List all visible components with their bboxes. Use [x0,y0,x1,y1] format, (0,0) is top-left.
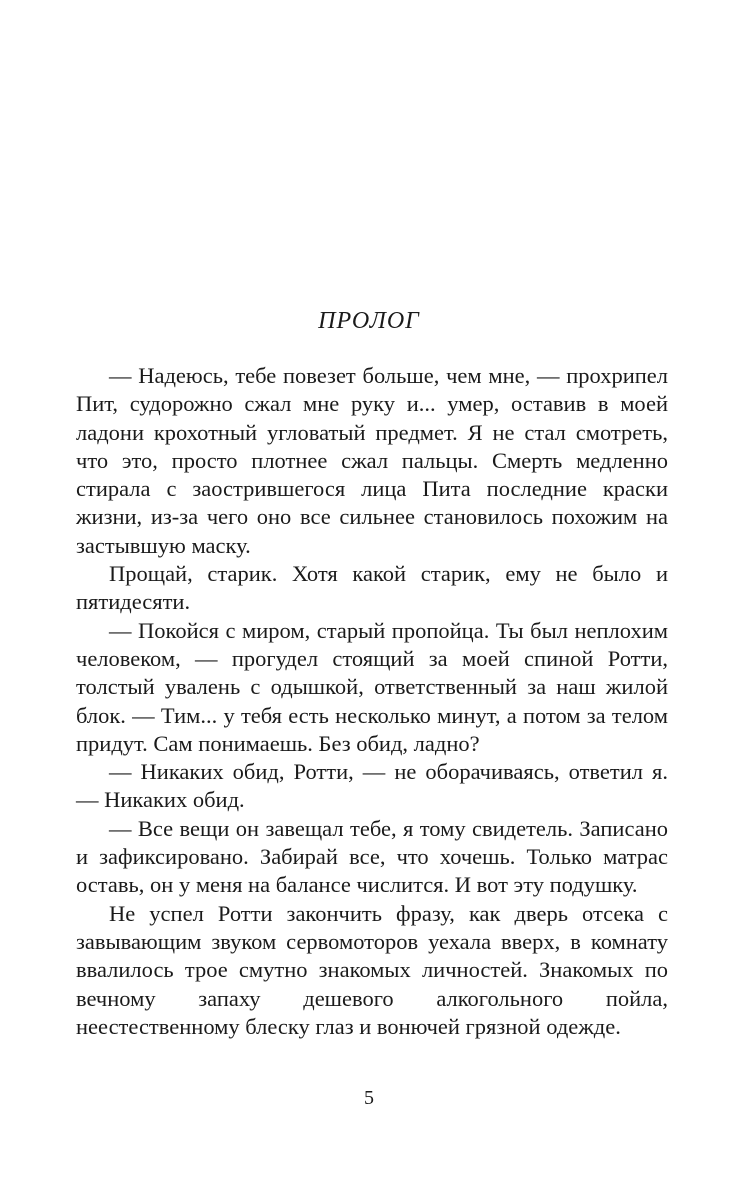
paragraph-2: Прощай, старик. Хотя какой старик, ему не было и пятидесяти. [76,561,668,615]
paragraph-6: Не успел Ротти закончить фразу, как дверь отсека с завывающим звуком сервомоторов уехала вверх, в комнату ввалилось трое смутно знакомых личностей. Знакомых по вечному запаху дешевого алкогольного пойла, неестественному блеску глаз и вонючей грязной одежде. [76,900,668,1039]
paragraph-3: — Покойся с миром, старый пропойца. Ты был неплохим человеком, — прогудел стоящий за моей спиной Ротти, толстый увалень с одышкой, ответственный за наш жилой блок. — Тим... у тебя есть несколько минут, а потом за телом придут. Сам понимаешь. Без обид, ладно? [76,617,668,756]
paragraph-1: — Надеюсь, тебе повезет больше, чем мне, — прохрипел Пит, судорожно сжал мне руку и... умер, оставив в моей ладони крохотный угловатый предмет. Я не стал смотреть, что это, просто плотнее сжал пальцы. Смерть медленно стирала с заострившегося лица Пита последние краски жизни, из-за чего оно все сильнее становилось похожим на застывшую маску. [76,363,668,558]
paragraph-5: — Все вещи он завещал тебе, я тому свидетель. Записано и зафиксировано. Забирай все, что хочешь. Только матрас оставь, он у меня на балансе числится. И вот эту подушку. [76,815,668,898]
chapter-title: ПРОЛОГ [318,308,420,334]
body-text [76,362,668,1041]
paragraph-4: — Никаких обид, Ротти, — не оборачиваясь, ответил я. — Никаких обид. [76,759,668,813]
page-number: 5 [364,1087,374,1109]
